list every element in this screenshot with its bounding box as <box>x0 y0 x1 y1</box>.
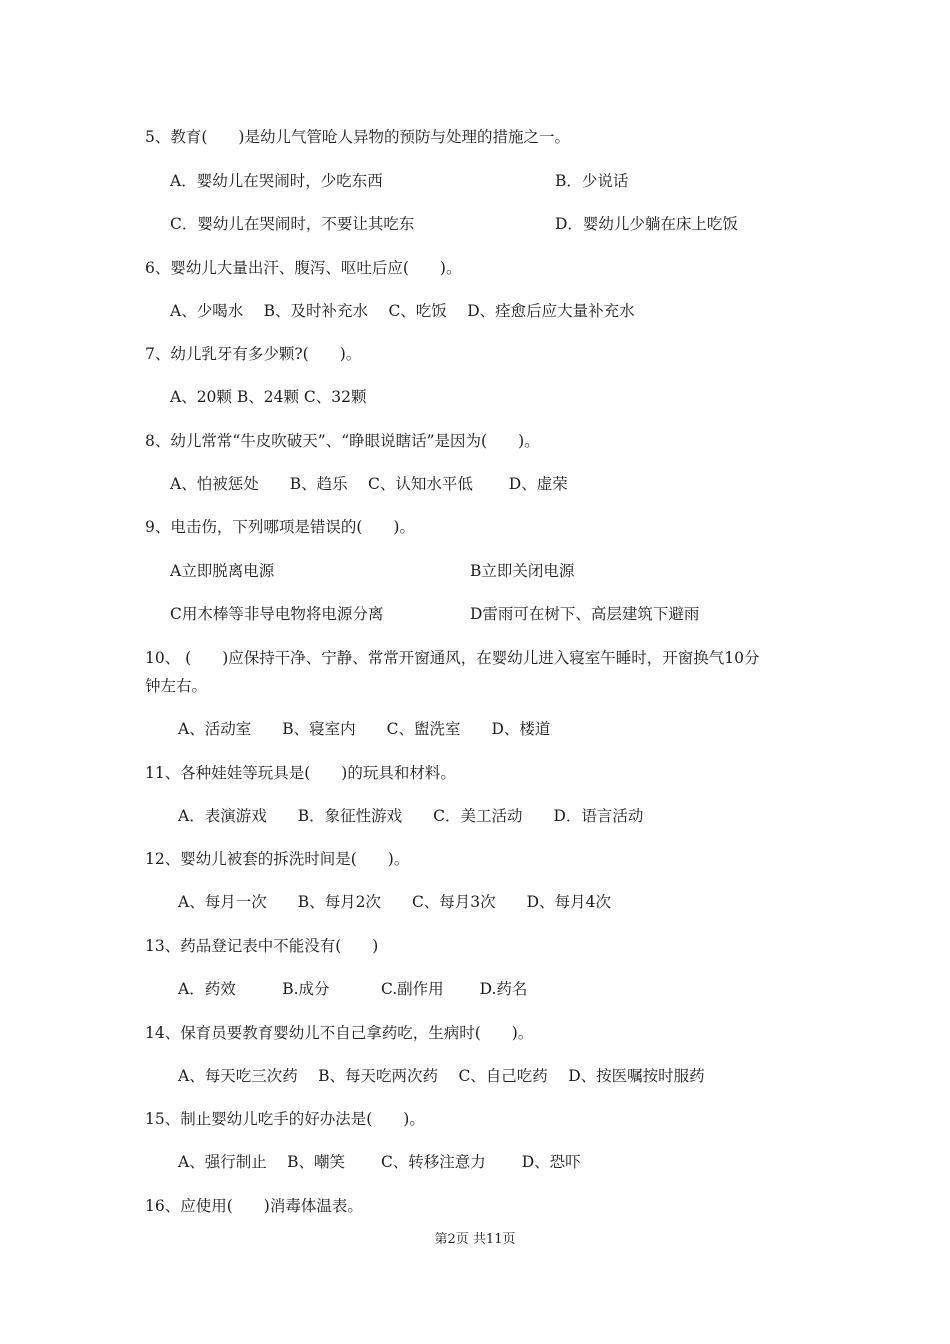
question-5-option-d: D．婴幼儿少躺在床上吃饭 <box>555 215 738 233</box>
question-9-option-b: B立即关闭电源 <box>470 562 575 580</box>
question-11-stem: 11、各种娃娃等玩具是( )的玩具和材料。 <box>145 764 456 782</box>
question-15-options: A、强行制止 B、嘲笑 C、转移注意力 D、恐吓 <box>178 1153 581 1171</box>
question-9-option-d: D雷雨可在树下、高层建筑下避雨 <box>470 605 700 623</box>
question-10-stem-line1: 10、 ( )应保持干净、宁静、常常开窗通风，在婴幼儿进入寝室午睡时，开窗换气10分 <box>145 649 760 667</box>
question-12-options: A、每月一次 B、每月2次 C、每月3次 D、每月4次 <box>178 893 611 911</box>
question-5-option-a: A．婴幼儿在哭闹时，少吃东西 <box>170 172 383 190</box>
question-9-option-a: A立即脱离电源 <box>170 562 275 580</box>
question-7-stem: 7、幼儿乳牙有多少颗?( )。 <box>145 345 362 363</box>
question-12-stem: 12、婴幼儿被套的拆洗时间是( )。 <box>145 850 410 868</box>
question-14-stem: 14、保育员要教育婴幼儿不自己拿药吃，生病时( )。 <box>145 1024 534 1042</box>
question-13-stem: 13、药品登记表中不能没有( ) <box>145 937 379 955</box>
question-15-stem: 15、制止婴幼儿吃手的好办法是( )。 <box>145 1110 425 1128</box>
question-9-stem: 9、电击伤，下列哪项是错误的( )。 <box>145 518 415 536</box>
question-5-option-c: C．婴幼儿在哭闹时，不要让其吃东 <box>170 215 415 233</box>
question-16-stem: 16、应使用( )消毒体温表。 <box>145 1197 363 1215</box>
question-13-options: A．药效 B.成分 C.副作用 D.药名 <box>178 980 528 998</box>
question-9-option-c: C用木棒等非导电物将电源分离 <box>170 605 384 623</box>
question-5-option-b: B．少说话 <box>555 172 629 190</box>
question-10-stem-line2: 钟左右。 <box>145 677 208 695</box>
question-8-stem: 8、幼儿常常“牛皮吹破天”、“睁眼说瞎话”是因为( )。 <box>145 432 540 450</box>
question-6-options: A、少喝水 B、及时补充水 C、吃饭 D、痊愈后应大量补充水 <box>170 302 635 320</box>
question-7-options: A、20颗 B、24颗 C、32颗 <box>170 388 367 406</box>
question-8-options: A、怕被惩处 B、趋乐 C、认知水平低 D、虚荣 <box>170 475 568 493</box>
question-6-stem: 6、婴幼儿大量出汗、腹泻、呕吐后应( )。 <box>145 259 462 277</box>
page-number-footer: 第2页 共11页 <box>434 1232 516 1247</box>
question-14-options: A、每天吃三次药 B、每天吃两次药 C、自己吃药 D、按医嘱按时服药 <box>178 1067 705 1085</box>
question-5-stem: 5、教育( )是幼儿气管呛人异物的预防与处理的措施之一。 <box>145 128 570 146</box>
question-11-options: A．表演游戏 B．象征性游戏 C．美工活动 D．语言活动 <box>178 807 644 825</box>
question-10-options: A、活动室 B、寝室内 C、盥洗室 D、楼道 <box>178 720 551 738</box>
